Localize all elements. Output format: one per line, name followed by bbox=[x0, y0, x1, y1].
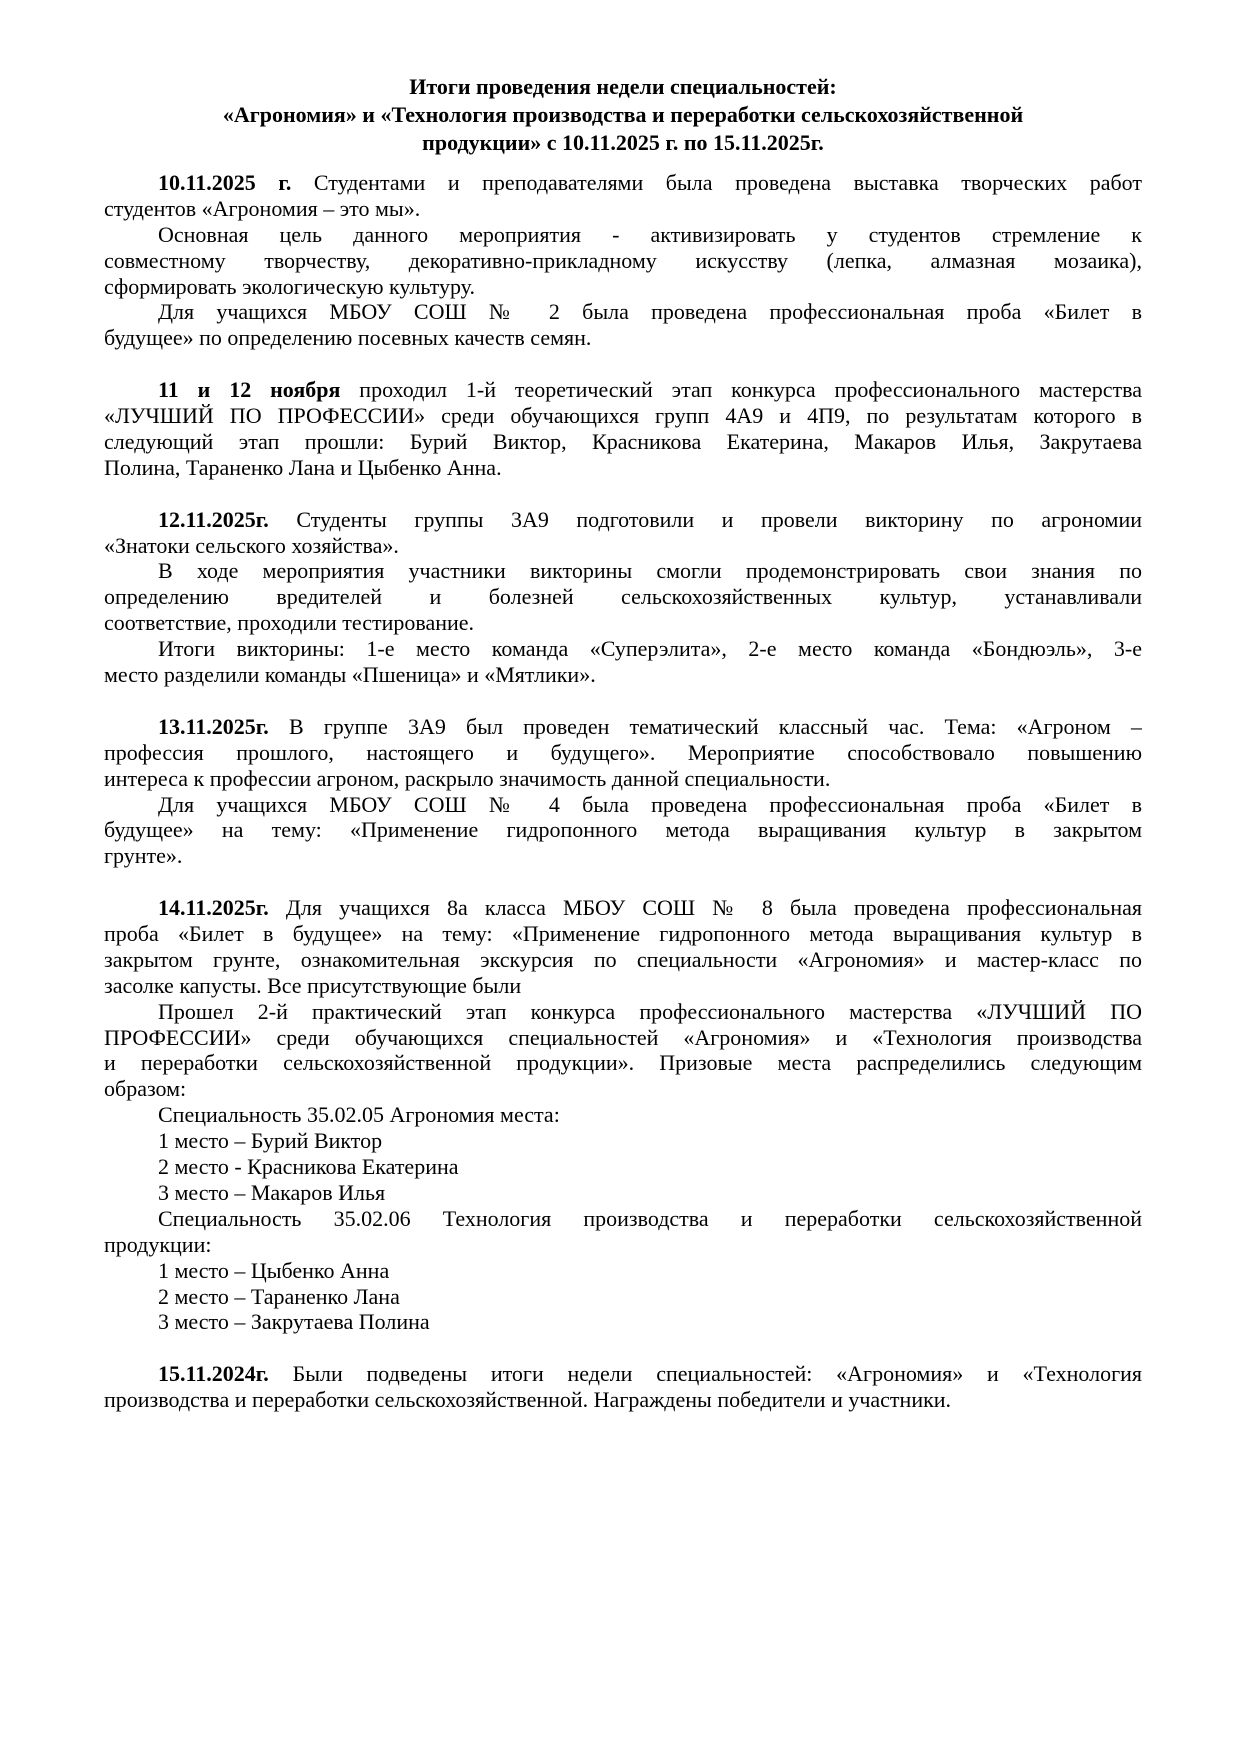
line-text: Специальность 35.02.05 Агрономия места: bbox=[158, 1102, 560, 1128]
line-text: ПРОФЕССИИ» среди обучающихся специальностей «Агрономия» и «Технология производства bbox=[104, 1024, 1142, 1050]
section bbox=[104, 895, 1142, 1335]
section bbox=[104, 377, 1142, 481]
line-text: Прошел 2-й практический этап конкурса профессионального мастерства «ЛУЧШИЙ ПО bbox=[158, 998, 1142, 1024]
line-text: Были подведены итоги недели специальностей: «Агрономия» и «Технология bbox=[268, 1361, 1142, 1387]
line-text: Для учащихся 8а класса МБОУ СОШ № 8 была проведена профессиональная bbox=[268, 895, 1142, 921]
paragraph-line bbox=[104, 170, 1142, 196]
paragraph-line bbox=[104, 1387, 1142, 1413]
paragraph-line bbox=[104, 196, 1142, 222]
paragraph-line bbox=[104, 895, 1142, 921]
paragraph-line bbox=[104, 325, 1142, 351]
section-gap bbox=[104, 351, 1142, 377]
line-text: В группе 3А9 был проведен тематический классный час. Тема: «Агроном – bbox=[268, 713, 1142, 739]
line-text: В ходе мероприятия участники викторины смогли продемонстрировать свои знания по bbox=[158, 558, 1142, 584]
line-text: Для учащихся МБОУ СОШ № 4 была проведена профессиональная проба «Билет в bbox=[158, 791, 1142, 817]
paragraph-line bbox=[104, 1128, 1142, 1154]
section-gap bbox=[104, 869, 1142, 895]
line-text: интереса к профессии агроном, раскрыло значимость данной специальности. bbox=[104, 765, 831, 791]
line-text: профессия прошлого, настоящего и будущего». Мероприятие способствовало повышению bbox=[104, 739, 1142, 765]
line-text: проходил 1-й теоретический этап конкурса профессионального мастерства bbox=[340, 377, 1142, 403]
paragraph-line bbox=[104, 662, 1142, 688]
paragraph-line bbox=[104, 1050, 1142, 1076]
paragraph-line bbox=[104, 533, 1142, 559]
line-text: 1 место – Бурий Виктор bbox=[158, 1128, 383, 1154]
line-text: Итоги викторины: 1-е место команда «Суперэлита», 2-е место команда «Бондюэль», 3-е bbox=[158, 636, 1142, 662]
paragraph-line bbox=[104, 403, 1142, 429]
paragraph-line bbox=[104, 377, 1142, 403]
title-line: продукции» с 10.11.2025 г. по 15.11.2025г. bbox=[422, 130, 824, 155]
paragraph-line bbox=[104, 947, 1142, 973]
paragraph-line bbox=[104, 429, 1142, 455]
paragraph-line bbox=[104, 766, 1142, 792]
line-text: грунте». bbox=[104, 843, 183, 869]
line-text: 3 место – Макаров Илья bbox=[158, 1179, 386, 1205]
paragraph-line bbox=[104, 1232, 1142, 1258]
paragraph-line bbox=[104, 714, 1142, 740]
date-heading: 12.11.2025г. bbox=[158, 506, 269, 532]
line-text: следующий этап прошли: Бурий Виктор, Красникова Екатерина, Макаров Илья, Закрутаева bbox=[104, 428, 1142, 454]
section-gap bbox=[104, 1335, 1142, 1361]
line-text: Студенты группы 3А9 подготовили и провели викторину по агрономии bbox=[268, 506, 1142, 532]
line-text: «ЛУЧШИЙ ПО ПРОФЕССИИ» среди обучающихся групп 4А9 и 4П9, по результатам которого в bbox=[104, 403, 1142, 429]
paragraph-line bbox=[104, 1284, 1142, 1310]
date-heading: 15.11.2024г. bbox=[158, 1361, 269, 1387]
date-heading: 14.11.2025г. bbox=[158, 895, 269, 921]
section bbox=[104, 507, 1142, 688]
title-line: «Агрономия» и «Технология производства и переработки сельскохозяйственной bbox=[222, 102, 1024, 127]
paragraph-line bbox=[104, 222, 1142, 248]
line-text: Специальность 35.02.06 Технология производства и переработки сельскохозяйственной bbox=[158, 1205, 1142, 1231]
paragraph-line bbox=[104, 921, 1142, 947]
line-text: 1 место – Цыбенко Анна bbox=[158, 1257, 390, 1283]
line-text: продукции: bbox=[104, 1231, 212, 1257]
paragraph-line bbox=[104, 843, 1142, 869]
date-heading: 11 и 12 ноября bbox=[158, 377, 341, 403]
line-text: будущее» по определению посевных качеств семян. bbox=[104, 325, 592, 351]
line-text: и переработки сельскохозяйственной продукции». Призовые места распределились следующим bbox=[104, 1050, 1142, 1076]
line-text: 3 место – Закрутаева Полина bbox=[158, 1309, 430, 1335]
paragraph-line bbox=[104, 299, 1142, 325]
line-text: совместному творчеству, декоративно-прикладному искусству (лепка, алмазная мозаика), bbox=[104, 247, 1142, 273]
title-line: Итоги проведения недели специальностей: bbox=[409, 74, 837, 99]
document-title bbox=[104, 73, 1142, 157]
line-text: засолке капусты. Все присутствующие были bbox=[104, 972, 522, 998]
paragraph-line bbox=[104, 999, 1142, 1025]
paragraph-line bbox=[104, 817, 1142, 843]
line-text: определению вредителей и болезней сельскохозяйственных культур, устанавливали bbox=[104, 584, 1142, 610]
line-text: закрытом грунте, ознакомительная экскурсия по специальности «Агрономия» и мастер-класс по bbox=[104, 946, 1142, 972]
paragraph-line bbox=[104, 584, 1142, 610]
paragraph-line bbox=[104, 1180, 1142, 1206]
paragraph-line bbox=[104, 1309, 1142, 1335]
line-text: Для учащихся МБОУ СОШ № 2 была проведена профессиональная проба «Билет в bbox=[158, 299, 1142, 325]
line-text: Полина, Тараненко Лана и Цыбенко Анна. bbox=[104, 454, 502, 480]
paragraph-line bbox=[104, 1076, 1142, 1102]
paragraph-line bbox=[104, 636, 1142, 662]
line-text: Основная цель данного мероприятия - активизировать у студентов стремление к bbox=[158, 221, 1142, 247]
line-text: студентов «Агрономия – это мы». bbox=[104, 195, 421, 221]
line-text: «Знатоки сельского хозяйства». bbox=[104, 532, 399, 558]
paragraph-line bbox=[104, 1258, 1142, 1284]
line-text: 2 место - Красникова Екатерина bbox=[158, 1154, 459, 1180]
line-text: 2 место – Тараненко Лана bbox=[158, 1283, 400, 1309]
paragraph-line bbox=[104, 1154, 1142, 1180]
line-text: образом: bbox=[104, 1076, 187, 1102]
date-heading: 10.11.2025 г. bbox=[158, 170, 292, 195]
paragraph-line bbox=[104, 610, 1142, 636]
paragraph-line bbox=[104, 455, 1142, 481]
date-heading: 13.11.2025г. bbox=[158, 713, 269, 739]
line-text: производства и переработки сельскохозяйственной. Награждены победители и участники. bbox=[104, 1387, 952, 1413]
section-gap bbox=[104, 481, 1142, 507]
document-body bbox=[104, 170, 1142, 1413]
paragraph-line bbox=[104, 558, 1142, 584]
paragraph-line bbox=[104, 1102, 1142, 1128]
section bbox=[104, 714, 1142, 869]
line-text: Студентами и преподавателями была проведена выставка творческих работ bbox=[291, 170, 1142, 195]
paragraph-line bbox=[104, 973, 1142, 999]
paragraph-line bbox=[104, 740, 1142, 766]
paragraph-line bbox=[104, 1361, 1142, 1387]
section bbox=[104, 170, 1142, 351]
line-text: проба «Билет в будущее» на тему: «Применение гидропонного метода выращивания культур в bbox=[104, 920, 1142, 946]
line-text: соответствие, проходили тестирование. bbox=[104, 610, 475, 636]
section-gap bbox=[104, 688, 1142, 714]
paragraph-line bbox=[104, 248, 1142, 274]
section bbox=[104, 1361, 1142, 1413]
line-text: сформировать экологическую культуру. bbox=[104, 273, 475, 299]
paragraph-line bbox=[104, 1206, 1142, 1232]
line-text: место разделили команды «Пшеница» и «Мятлики». bbox=[104, 662, 596, 688]
paragraph-line bbox=[104, 507, 1142, 533]
line-text: будущее» на тему: «Применение гидропонного метода выращивания культур в закрытом bbox=[104, 817, 1142, 843]
paragraph-line bbox=[104, 792, 1142, 818]
paragraph-line bbox=[104, 1025, 1142, 1051]
paragraph-line bbox=[104, 274, 1142, 300]
